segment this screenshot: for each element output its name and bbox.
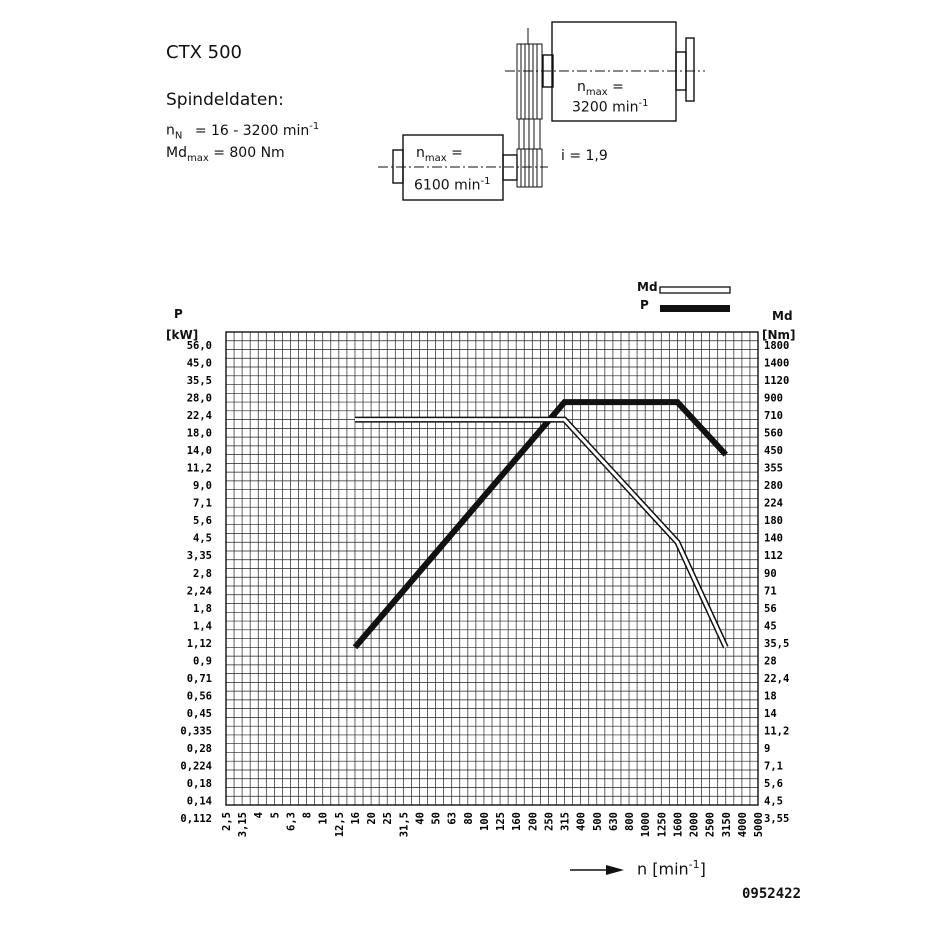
section-heading: Spindeldaten:: [166, 90, 284, 110]
left-tick-label: 0,56: [186, 690, 212, 703]
left-tick-label: 0,71: [186, 672, 212, 685]
right-tick-label: 224: [764, 497, 783, 510]
x-tick-label: 250: [543, 812, 556, 831]
x-tick-label: 1600: [672, 812, 685, 838]
left-tick-label: 1,4: [193, 620, 212, 633]
x-tick-label: 10: [317, 812, 330, 825]
drawing-number: 0952422: [742, 886, 802, 902]
spindle-nmax-label: $n_{max}$ =: [577, 79, 624, 98]
right-tick-label: 3,55: [764, 813, 790, 826]
right-tick-label: 140: [764, 532, 783, 545]
right-tick-label: 710: [764, 410, 783, 423]
left-tick-label: 0,335: [180, 725, 212, 738]
left-tick-label: 45,0: [186, 357, 212, 370]
x-tick-label: 1250: [656, 812, 669, 838]
left-tick-label: 14,0: [186, 445, 212, 458]
x-tick-label: 630: [607, 812, 620, 831]
right-tick-label: 180: [764, 515, 783, 528]
left-tick-label: 28,0: [186, 392, 212, 405]
right-tick-label: 1400: [764, 357, 790, 370]
left-tick-label: 5,6: [193, 515, 212, 528]
x-tick-label: 2500: [704, 812, 717, 838]
right-tick-label: 560: [764, 427, 783, 440]
right-tick-label: 1800: [764, 340, 790, 353]
right-tick-label: 4,5: [764, 795, 783, 808]
gear-ratio: i = 1,9: [561, 148, 608, 164]
x-tick-label: 6,3: [285, 812, 298, 831]
x-tick-label: 50: [430, 812, 443, 825]
left-tick-label: 4,5: [193, 532, 212, 545]
x-tick-label: 100: [478, 812, 491, 831]
left-tick-label: 0,112: [180, 813, 212, 826]
motor-nmax-label: $n_{max}$ =: [416, 145, 463, 164]
right-tick-label: 280: [764, 480, 783, 493]
right-tick-label: 450: [764, 445, 783, 458]
right-tick-label: 5,6: [764, 777, 783, 790]
right-tick-label: 18: [764, 690, 777, 703]
x-axis-caption: n $[\min^{-1}]$: [637, 858, 706, 879]
left-tick-label: 2,8: [193, 567, 212, 580]
left-tick-label: 56,0: [186, 340, 212, 353]
x-axis-arrow-head: [606, 865, 624, 875]
left-axis-label: P: [174, 307, 183, 321]
left-tick-label: 0,14: [186, 795, 212, 808]
left-tick-label: 22,4: [186, 410, 212, 423]
x-tick-label: 12,5: [333, 812, 346, 838]
x-tick-label: 31,5: [398, 812, 411, 838]
right-tick-label: 1120: [764, 375, 790, 388]
x-tick-label: 3,15: [237, 812, 250, 838]
right-tick-label: 355: [764, 462, 783, 475]
x-tick-label: 800: [624, 812, 637, 831]
right-tick-label: 11,2: [764, 725, 790, 738]
right-tick-label: 112: [764, 550, 783, 563]
spindle-nmax-value: 3200 $\min^{-1}$: [572, 98, 649, 116]
x-tick-label: 500: [591, 812, 604, 831]
left-tick-label: 7,1: [193, 497, 212, 510]
left-tick-label: 0,45: [186, 707, 212, 720]
x-tick-label: 2000: [688, 812, 701, 838]
right-tick-label: 9: [764, 742, 771, 755]
left-tick-label: 0,9: [193, 655, 212, 668]
right-tick-label: 90: [764, 567, 777, 580]
x-tick-label: 4000: [736, 812, 749, 838]
x-tick-label: 5: [269, 812, 282, 819]
x-tick-label: 160: [511, 812, 524, 831]
x-tick-label: 4: [253, 812, 266, 819]
left-tick-label: 1,12: [186, 637, 212, 650]
legend-md-swatch: [660, 287, 730, 293]
right-tick-label: 45: [764, 620, 777, 633]
x-tick-label: 20: [366, 812, 379, 825]
left-tick-label: 1,8: [193, 602, 212, 615]
right-tick-label: 900: [764, 392, 783, 405]
left-tick-label: 35,5: [186, 375, 212, 388]
x-tick-label: 400: [575, 812, 588, 831]
right-tick-label: 71: [764, 585, 777, 598]
left-tick-label: 11,2: [186, 462, 212, 475]
legend-md-label: Md: [637, 280, 658, 294]
x-tick-label: 125: [495, 812, 508, 831]
motor-nmax-value: 6100 $\min^{-1}$: [414, 176, 491, 194]
right-tick-label: 35,5: [764, 637, 790, 650]
left-tick-label: 3,35: [186, 550, 212, 563]
x-tick-label: 1000: [640, 812, 653, 838]
x-tick-label: 3150: [720, 812, 733, 838]
x-tick-label: 200: [527, 812, 540, 831]
right-tick-label: 7,1: [764, 760, 783, 773]
right-axis-label: Md: [772, 309, 793, 323]
left-tick-label: 0,18: [186, 777, 212, 790]
left-tick-label: 0,224: [180, 760, 212, 773]
x-tick-label: 25: [382, 812, 395, 825]
x-tick-label: 315: [559, 812, 572, 831]
right-tick-label: 28: [764, 655, 777, 668]
x-tick-label: 40: [414, 812, 427, 825]
right-axis-unit: [Nm]: [762, 328, 796, 342]
x-tick-label: 16: [349, 812, 362, 825]
left-tick-label: 0,28: [186, 742, 212, 755]
legend-p-label: P: [640, 298, 649, 312]
x-tick-label: 80: [462, 812, 475, 825]
speed-range-spec: $n_N = 16 - 3200$ $\min^{-1}$: [166, 121, 320, 142]
x-tick-label: 5000: [753, 812, 765, 838]
x-tick-label: 2,5: [221, 812, 233, 831]
torque-spec: $Md_{max} = 800$ Nm: [166, 145, 285, 164]
right-tick-label: 22,4: [764, 672, 790, 685]
x-tick-label: 63: [446, 812, 459, 825]
right-tick-label: 56: [764, 602, 777, 615]
left-tick-label: 9,0: [193, 480, 212, 493]
x-tick-label: 8: [301, 812, 314, 819]
left-axis-unit: [kW]: [166, 328, 199, 342]
left-tick-label: 2,24: [186, 585, 212, 598]
legend-p-swatch: [660, 305, 730, 312]
right-tick-label: 14: [764, 707, 777, 720]
page-title: CTX 500: [166, 42, 242, 63]
left-tick-label: 18,0: [186, 427, 212, 440]
